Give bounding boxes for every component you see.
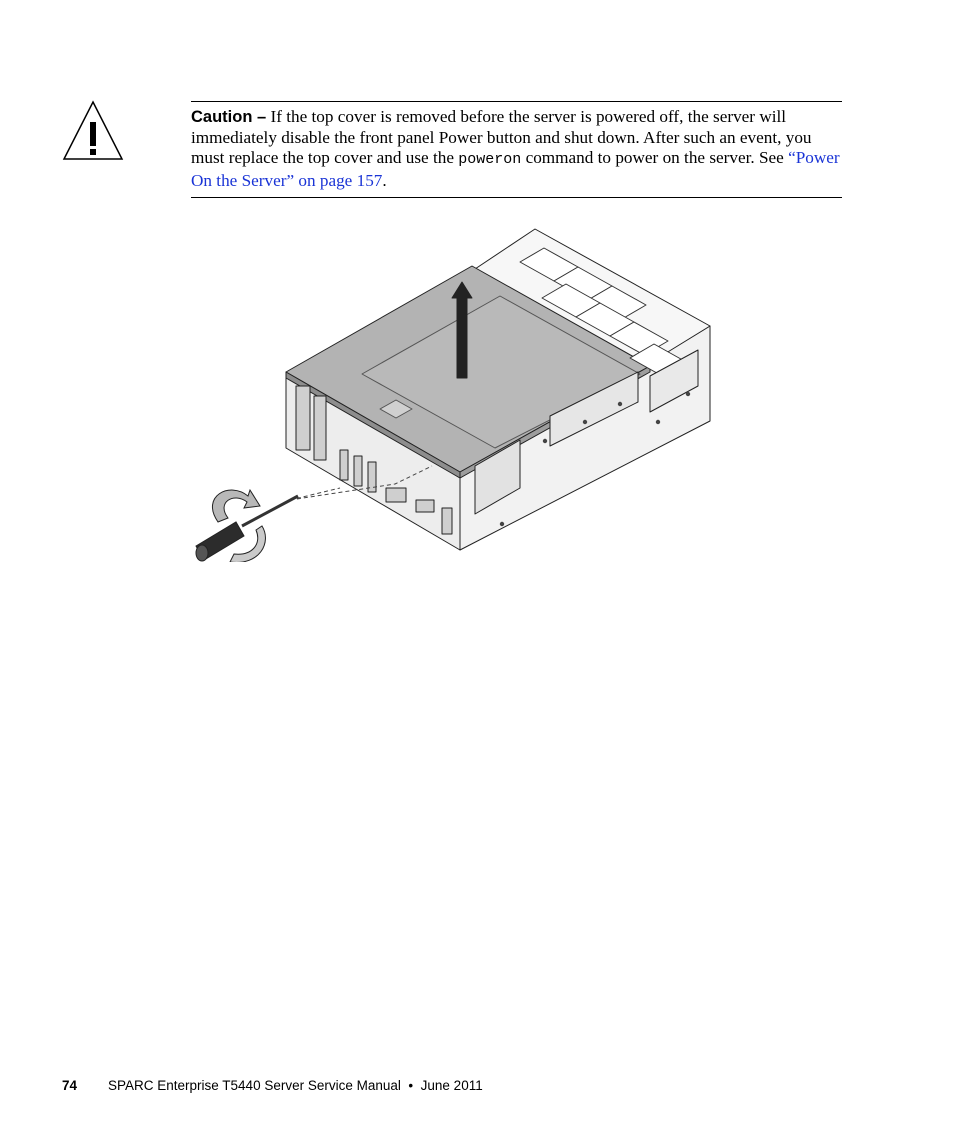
power-on-server-link[interactable]: “Power On the Server” on page 157 [191, 148, 840, 190]
top-cover-removal-figure [190, 226, 720, 562]
poweron-command: poweron [458, 151, 522, 168]
page-number: 74 [62, 1078, 78, 1093]
caution-bottom-rule [191, 197, 842, 198]
footer-title: SPARC Enterprise T5440 Server Service Manual [108, 1078, 401, 1093]
caution-text-end: . [382, 170, 387, 190]
server-chassis-illustration [286, 229, 710, 550]
rotation-arrow-icon [212, 490, 265, 562]
caution-top-rule [191, 101, 842, 102]
caution-note [191, 107, 842, 191]
caution-triangle-icon [62, 100, 124, 162]
caution-text-2: command to power on the server. See [521, 148, 789, 167]
footer-date: June 2011 [420, 1078, 483, 1093]
page-footer [62, 1078, 483, 1093]
caution-label: Caution – [191, 108, 267, 126]
footer-separator: • [408, 1078, 414, 1093]
caution-text-1: If the top cover is removed before the server is powered off, the server will immediately disable the front panel Power button and shut down. After such an event, you must replace the top cover and use the [191, 107, 812, 167]
